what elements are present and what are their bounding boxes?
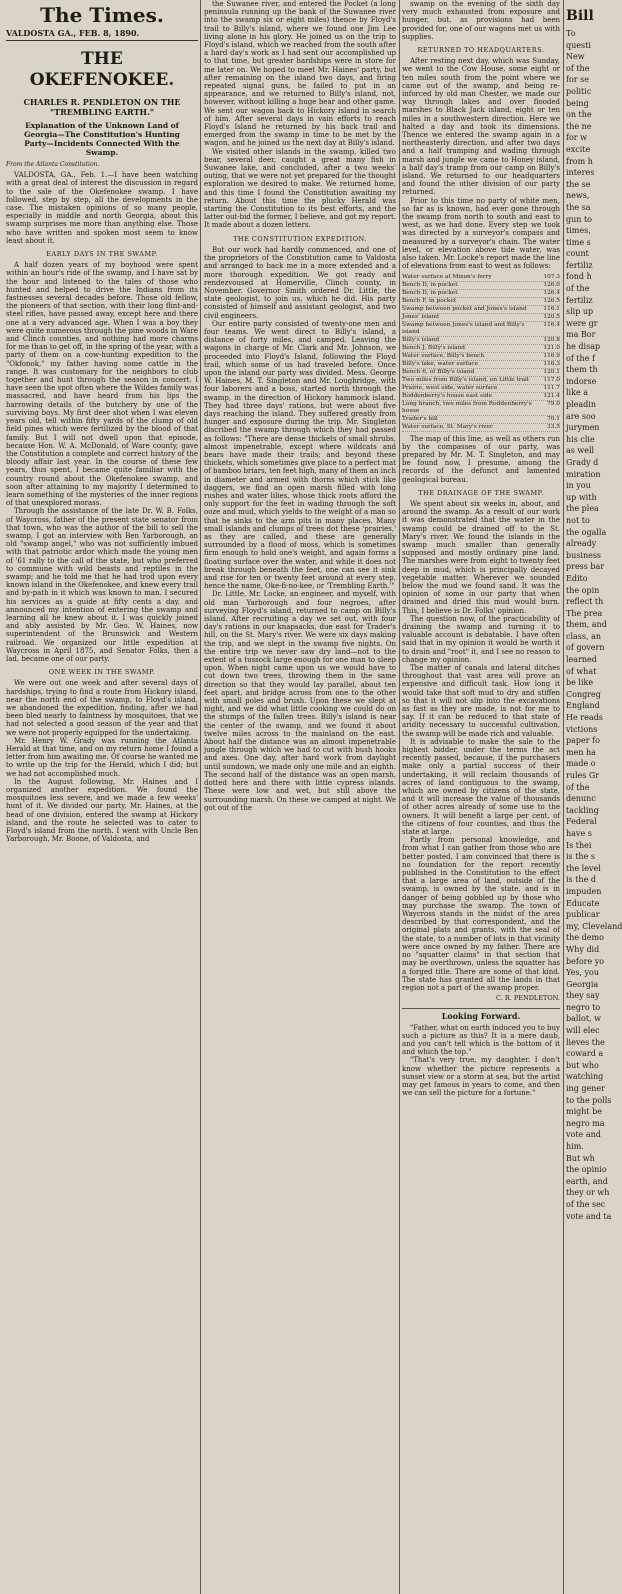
- cropped-line: Yes, you: [566, 968, 599, 978]
- paragraph: Mr. Henry W. Grady was running the Atlanta Herald at that time, and on my return home I found a letter from him awaiting me. Of course he wanted me to write up the trip for the Herald, which I did; but we had not accomplished much.: [6, 736, 198, 778]
- paragraph: "That's very true, my daughter. I don't know whether the picture represents a sunset view or a storm at sea, but the artist may get famous in years to come, and then we can sell the picture for a fortune.": [402, 1056, 560, 1098]
- cropped-line: is the d: [566, 875, 596, 885]
- cropped-line: of govern: [566, 643, 605, 653]
- cropped-line: miration: [566, 469, 601, 479]
- cropped-line: to the polls: [566, 1095, 612, 1105]
- cropped-line: politic: [566, 86, 592, 96]
- cropped-line: they or wh: [566, 1188, 610, 1198]
- elevation-label: Bench 6, of Billy's island: [402, 368, 475, 375]
- elevation-label: Billy's lake, water surface: [402, 360, 478, 367]
- cropped-line: for se: [566, 75, 589, 85]
- elevation-value: 126.5: [543, 297, 560, 304]
- cropped-line: have s: [566, 828, 592, 838]
- cropped-line: the sa: [566, 202, 591, 212]
- cropped-line: ma Bor: [566, 330, 596, 340]
- cropped-line: for w: [566, 133, 587, 143]
- cropped-line: coward a: [566, 1049, 604, 1059]
- cropped-line: on the: [566, 110, 592, 120]
- elevation-value: 120.1: [543, 368, 560, 375]
- cropped-line: impuden: [566, 886, 602, 896]
- cropped-line: jurymen: [566, 423, 600, 433]
- cropped-line: men ha: [566, 747, 596, 757]
- elevation-value: 116.9: [543, 352, 560, 359]
- article-source: From the Atlanta Constitution.: [6, 161, 100, 168]
- cropped-line: ing gener: [566, 1084, 605, 1094]
- paragraph: It is advisable to make the sale to the highest bidder, under the terms the act recently passed, because, if the purchasers make only a partial success of their undertaking, it will reclaim thousands of acres of land contiguous to the swamp, which are owned by citizens of the state, and it will increase the value of thousands of other acres already of some use to the owners. It will benefit a large per cent. of the citizens of four counties, and thus the state at large.: [402, 737, 560, 837]
- cropped-line: interes: [566, 168, 595, 178]
- elevation-label: Two miles from Billy's island, on Little trail: [402, 376, 529, 383]
- paragraph: Dr. Little, Mr. Locke, an engineer, and myself, with old man Yarborough and four negroes, after surveying Floyd's island, returned to camp on Billy's island. After recruiting a day we set out, with four day's rations in our knapsacks, due east for Trader's hill, on the St. Mary's river. We were six days making the trip, and we slept in the swamp five nights. On the entire trip we never saw dry land—not to the extent of a tussock large enough for one man to sleep upon. When night came upon us we would have to cut down two trees, throwing them in the same direction so that they would lay parallel, about ten feet apart, and bridge across from one to the other with small poles and brush. Upon these we slept at night, and we did what little cooking we could do on the stumps of the fallen trees. Billy's island is near the center of the swamp, and we found it about twelve miles across to the mainland on the east. About half the distance was an almost impenetrable jungle through which we had to cut with bush hooks and axes. One day, after hard work from daylight until sundown, we made only one mile and an eighth. The second half of the distance was an open marsh, dotted here and there with little cypress islands. These were low and wet, but still above the surrounding marsh. On these we camped at night. We got out of the: [204, 590, 396, 812]
- cropped-headline: Bill: [566, 8, 594, 24]
- column-rule: [399, 0, 400, 1594]
- paragraph: swamp on the evening of the sixth day very much exhausted from exposure and hunger, but, as provisions had been provided for, one of our wagons met us with supplies.: [402, 0, 560, 41]
- cropped-line: news,: [566, 191, 590, 201]
- cropped-line: negro to: [566, 1002, 601, 1012]
- cropped-line: rules Gr: [566, 771, 600, 780]
- signature: C. R. PENDLETON.: [496, 994, 560, 1003]
- cropped-line: were gr: [566, 318, 598, 328]
- cropped-line: publicar: [566, 910, 600, 920]
- cropped-line: Federal: [566, 817, 597, 827]
- paragraph: Prior to this time no party of white men, so far as is known, had ever gone through the swamp from north to south and east to west, as we had done. Every step we took was directed by a surveyor's compass and measured by a surveyor's chain. The water level, or elevation above tide water, was also taken. Mr. Locke's report made the line of elevations from east to west as follows:: [402, 196, 560, 271]
- elevation-row: [402, 306, 560, 314]
- elevation-value: 111.7: [543, 384, 560, 391]
- cropped-line: fertiliz: [566, 295, 593, 305]
- elevation-value: 117.0: [543, 376, 560, 383]
- cropped-line: but who: [566, 1060, 599, 1070]
- section-heading: RETURNED TO HEADQUARTERS.: [417, 46, 545, 55]
- cropped-line: is the s: [566, 852, 595, 862]
- elevation-label: Water surface, Billy's bench: [402, 352, 485, 359]
- elevation-value: 121.0: [543, 344, 560, 351]
- paragraph: the Suwanee river, and entered the Pocket (a long peninsula running up the bank of the Suwanee river into the swamp six or eight miles) thence by Floyd's trail to Billy's island, where we found one Jim Lee living alone in his glory. He joined us on the trip to Floyd's island, which we reached from the south after a hard day's work as I had sent our accomplished up to that time, but greater hardships were in store for me later on. We hoped to meet Mr. Haines' party, but after remaining on the island two days, and firing repeated signal guns, he failed to put in an appearance, and we returned to Billy's island, not, however, without killing a huge bear and other game. We sent our wagon back to Hickory island in search of him. After several days in vain efforts to reach Floyd's Island he returned by his back trail and emerged from the swamp in time to be met by the wagon, and he joined us the next day at Billy's island.: [204, 0, 396, 148]
- elevation-label: Bench D, in pocket: [402, 289, 458, 296]
- section-heading: ONE WEEK IN THE SWAMP.: [48, 668, 156, 677]
- elevation-value: 70.1: [547, 415, 560, 422]
- cropped-line: of the f: [566, 353, 595, 363]
- cropped-line: fond h: [566, 272, 592, 282]
- elevation-label: Prairie, west side, water surface: [402, 384, 498, 391]
- cropped-line: his clie: [566, 434, 595, 444]
- elevation-label: Swamp between Jones's island and Billy's island: [402, 321, 525, 335]
- elevation-label: Water surface at Mixon's ferry: [402, 273, 492, 280]
- elevation-value: 121.4: [543, 392, 560, 399]
- elevation-label: Jones' island: [402, 313, 439, 320]
- elevation-label: Bench J, Billy's island: [402, 344, 466, 351]
- elevation-value: 126.0: [543, 281, 560, 288]
- cropped-line: learned: [566, 655, 597, 665]
- cropped-line: the se: [566, 179, 591, 189]
- section-heading: THE CONSTITUTION EXPEDITION.: [233, 234, 367, 243]
- paragraph: In the August following, Mr. Haines and I organized another expedition. We found the mosquitoes less severe, and we made a few weeks' hunt of it. We divided our party, Mr. Haines, at the head of one division, entered the swamp at Hickory island, and the route he selected was to cater to Floyd's island from the north. I went with Uncle Ben Yarborough, Mr. Boone, of Valdosta, and: [6, 777, 198, 844]
- cropped-line: Edito: [566, 573, 588, 583]
- paragraph: VALDOSTA, GA., Feb. 1.—I have been watching with a great deal of interest the discussion in regard to the sale of the Okefenokee swamp. I have followed, step by step, all the developments in the case. The mistaken opinions of so many people, especially in middle and north Georgia, about this swamp surprises me more than anything else. Those who have written and spoken most seem to know least about it.: [6, 171, 198, 245]
- elevation-label: Bench D, in pocket: [402, 281, 458, 288]
- cropped-line: up with: [566, 492, 597, 502]
- cropped-line: will elec: [566, 1026, 600, 1036]
- elevation-label: Bench F, in pocket: [402, 297, 457, 304]
- cropped-line: pleadin: [566, 400, 597, 409]
- paragraph: We visited other islands in the swamp, killed two bear, several deer, caught a great many fish in Suwanee lake, and concluded, after a two weeks' outing, that we were not yet prepared for the thought exploration we desired to make. We returned home, and this time I found the Constitution awaiting my return. About this time the plucky Herald was starting the Constitution to its best efforts, and the latter out-bid the former, I believe, and got my report. It made about a dozen letters.: [204, 147, 397, 230]
- cropped-line: press bar: [566, 562, 605, 572]
- cropped-line: as well: [566, 446, 595, 456]
- paragraph: The matter of canals and lateral ditches throughout that vast area will prove an expensive and difficult task. How long it would take that soft mud to dry and stiffen so that it will not slip into the excavations as fast as they are made, is not for me to say. If it can be reduced to that state of aridity necessary to successful cultivation, the swamp will be made rich and valuable.: [402, 663, 560, 738]
- elevation-value: 116.1: [543, 305, 560, 312]
- elevation-row: [402, 322, 560, 337]
- cropped-lines: [566, 28, 622, 1222]
- cropped-line: questi: [566, 40, 591, 50]
- article-deck: CHARLES R. PENDLETON ON THE "TREMBLING EARTH.": [23, 97, 181, 117]
- paragraph: The question now, of the practicability of draining the swamp and turning it to valuable account is debatable. I have often said that in my opinion it would be worth it to drain and "root" it, and I see no reason to change my opinion.: [402, 614, 560, 664]
- cropped-line: the ogalla: [566, 527, 607, 537]
- elevation-value: 120.5: [543, 313, 560, 320]
- elevation-row: [402, 337, 560, 345]
- elevation-row: [402, 298, 560, 306]
- cropped-line: him.: [566, 1142, 584, 1151]
- cropped-line: be like: [566, 678, 594, 688]
- elevation-label: Long branch, two miles from Roddenberry's house: [402, 400, 532, 414]
- cropped-line: of the: [566, 284, 590, 294]
- cropped-line: before yo: [566, 956, 605, 966]
- dateline: [6, 28, 198, 41]
- elevation-label: Water surface, St. Mary's river: [402, 423, 493, 430]
- elevation-row: [402, 345, 560, 353]
- elevation-row: [402, 393, 560, 401]
- paragraph: Partly from personal knowledge, and from what I can gather from those who are better posted, I am convinced that there is no foundation for the report recently published in the Constitution to the effect that a large area of land, outside of the swamp, is owned by the state, and is in danger of being gobbled up by those who may purchase the swamp. The town of Waycross stands in the midst of the area described by that correspondent, and the original plats and grants, with the seal of the state, to a number of lots in that vicinity were once owned by my father. There are no "squatter claims" in that section that may be overthrown, unless the squatter has a forged title. There are some of that kind. The state has granted all the lands in that region not a part of the swamp proper.: [402, 836, 560, 992]
- cropped-line: To: [566, 29, 576, 38]
- cropped-line: fertiliz: [566, 260, 593, 270]
- cropped-line: Educate: [566, 898, 600, 908]
- column-rule: [200, 0, 201, 1594]
- cropped-line: them th: [566, 365, 598, 375]
- cropped-line: indorse: [566, 376, 597, 386]
- elevation-label: Swamp between pocket and Jones's island: [402, 305, 527, 312]
- section-heading: EARLY DAYS IN THE SWAMP.: [46, 250, 158, 259]
- elevation-value: 116.4: [543, 321, 560, 328]
- elevation-row: [402, 401, 560, 416]
- cropped-line: Why did: [566, 944, 600, 954]
- cropped-line: the opin: [566, 585, 600, 595]
- cropped-line: from h: [566, 156, 593, 166]
- elevation-row: [402, 282, 560, 290]
- paragraph: A half dozen years of my boyhood were spent within an hour's ride of the swamp, and I have sat by the hour and listened to the tales of those who hunted and helped to drive the Indians from its fastnesses several decades before. Those old fellow, the pioneers of that section, with their long flint-and-steel rifles, have passed away, except here and there one at a very advanced age. When I was a boy they were quite numerous through the pine woods in Ware and Clinch counties, and nothing had more charms for me than to get off, in the spring of the year, with a party of them on a cow-hunting expedition to the "Okfonok," my father having some cattle in the range. It was customary for the neighbors to club together and hunt through the season in concert. I have seen the spot often where the Wildes family was massacred, and have heard from his lips the harrowing details of the butchery by one of the surviving boys. My first deer shot when I was eleven years old, tell within fifty yards of the clump of old field pines which were fertilized by the blood of that family. But I will not dwell upon that episode, because Hon. W. A. McDonald, of Ware county, gave the Constitution a complete and correct history of the bloody affair last year. In the course of these few years, thus spent, I became quite familiar with the country round about the Okefenokee swamp, and soon after attaining to my majority I determined to learn something of the mysteries of the inner regions of that unexplored morass.: [6, 261, 198, 508]
- paragraph: Our entire party consisted of twenty-one men and four teams. We went direct to Billy's island, a distance of forty miles, and camped. Leaving the wagons in charge of Mr. Clark and Mr. Johnson, we proceeded into Floyd's Island, following the Floyd trail, which some of us had traveled before. Once upon the island our party was divided. Mess. George W. Haines, M. T. Singleton and Mr. Loughridge, with four laborers and a boss, started north through the swamp, in the direction of Hickory hammock island. They had three days' rations, but were about five days reaching the island. They suffered greatly from hunger and exposure during the trip. Mr. Singleton discribed the swamp through which they had passed as follows: "There are dense thickets of small shrubs, almost impenetrable, except where wildcats and bears have made their trails; and beyond these thickets, which sometimes give place to a perfect mat of bamboo briars, ten feet high, many of them an inch in diameter and armed with thorns which stick like daggers, we find an open marsh filled with long rushes and water lilies, whose thick roots afford the only support for the feet in wading through the soft ooze and mud, which yields to the weight of a man so that he sinks to the arm pits in many places. Many small islands and clumps of trees dot these 'prairies,' as they are called, and these are generally surrounded by a flood of moss, which is sometimes firm enough to hold one's weight, and again forms a floating surface over the water, and while it does not break through beneath the feet, one can see it sink and rise for ten or twenty feet around at every step, hence the name, Oke-fi-no-kee, or 'Trembling Earth.'": [204, 319, 396, 591]
- cropped-line: them, and: [566, 620, 607, 630]
- elevation-row: [402, 377, 560, 385]
- cropped-line: count: [566, 249, 589, 259]
- elevation-value: 33.5: [547, 423, 560, 430]
- cropped-line: he disap: [566, 342, 601, 352]
- cropped-line: of the sec: [566, 1199, 606, 1209]
- elevation-row: [402, 353, 560, 361]
- elevation-table: [402, 274, 560, 432]
- cropped-line: the ne: [566, 121, 592, 131]
- elevation-row: [402, 314, 560, 322]
- elevation-label: Roddenberry's house east side: [402, 392, 493, 399]
- cropped-line: of the: [566, 63, 590, 73]
- cropped-line: ballot, w: [566, 1014, 601, 1024]
- cropped-line: reflect th: [566, 597, 604, 607]
- cropped-line: like a: [566, 388, 589, 398]
- paragraph: The map of this line, as well as others run by the compasses of our party, was prepared by Mr. M. T. Singleton, and may be found now, I presume, among the records of the defunct and lamented geological bureau.: [402, 434, 560, 484]
- cropped-line: negro ma: [566, 1118, 605, 1128]
- cropped-line: Georgia: [566, 979, 599, 989]
- elevation-row: [402, 385, 560, 393]
- cropped-line: the plea: [566, 504, 599, 514]
- paragraph: Through the assistance of the late Dr. W. B. Folks, of Waycross, father of the present state senator from that town, who was the author of the bill to sell the swamp, I got an interview with Ben Yarborough, an old "swamp angel," who was not sufficiently imbued with that patriotic ardor which made the young men of '61 rally to the call of the state, but who preferred to commune with wild beasts and reptiles in the swamp; and he told me that he had trod upon every known island in the Okefenokee, and knew every trail and by-path in it which was known to man. I secured his services as a guide at fifty cents a day, and announced my intention of entering the swamp and learning all he knew about it. I was quickly joined and ably assisted by Mr. Geo. W. Haines, now superintendent of the Brunswick and Western railroad. We organized our little expedition at Waycross in April 1875, and Senator Folks, then a lad, became one of our party.: [6, 507, 198, 663]
- elevation-label: Billy's island: [402, 336, 440, 343]
- article-subdeck: Explanation of the Unknown Land of Georgia—The Constitution's Hunting Party—Incidents Connected With the Swamp.: [24, 121, 180, 157]
- masthead: The Times.: [40, 3, 164, 27]
- paragraph: "Father, what on earth induced you to buy such a picture as this? It is a mere daub, and you can't tell which is the bottom of it and which the top.": [402, 1023, 560, 1057]
- cropped-line: victions: [566, 724, 598, 734]
- column-1: [6, 0, 198, 1594]
- elevation-value: 79.0: [547, 400, 560, 407]
- cropped-line: the opinio: [566, 1165, 607, 1175]
- cropped-line: in you: [566, 481, 591, 491]
- paragraph: But our work had hardly commenced, and one of the proprietors of the Constitution came to Valdosta and arranged to back me in a more extended and a more thorough expedition. We got ready and rendezvoused at Homerville, Clinch county, in November. Governor Smith ordered Dr. Little, the state geologist, to join us, which he did. His party consisted of himself and assistant geologist, and two civil engineers.: [204, 245, 396, 320]
- cropped-line: gun to: [566, 214, 592, 224]
- article-headline: THE OKEFENOKEE.: [29, 49, 175, 90]
- elevation-value: 120.8: [543, 336, 560, 343]
- elevation-row: [402, 274, 560, 282]
- cropped-line: times,: [566, 226, 591, 236]
- cropped-line: slip up: [566, 307, 594, 317]
- cropped-line: vote and ta: [566, 1211, 612, 1221]
- cropped-line: New: [566, 52, 585, 62]
- elevation-row: [402, 290, 560, 298]
- cropped-line: vote and: [566, 1130, 601, 1140]
- cropped-line: The prea: [566, 608, 603, 618]
- cropped-line: my, Cleveland: [566, 921, 622, 931]
- section-heading: Looking Forward.: [402, 1008, 560, 1020]
- paragraph: We spent about six weeks in, about, and around the swamp. As a result of our work it was demonstrated that the water in the swamp could be drained off to the St. Mary's river. We found the islands in the swamp much smaller than generally supposed and mostly ordinary pine land. The marshes were from eight to twenty feet deep in mud, which is principally decayed vegetable matter. Wherever we sounded below the mud we found sand. It was the opinion of some in our party that when drained and dried this mud would burn. This, I believe is Dr. Folks' opinion.: [402, 499, 560, 615]
- cropped-line: made o: [566, 759, 596, 769]
- cropped-line: business: [566, 550, 602, 560]
- elevation-value: 116.3: [543, 360, 560, 367]
- cropped-line: being: [566, 98, 589, 108]
- cropped-line: denunc: [566, 794, 596, 804]
- column-3: [402, 0, 560, 1594]
- cropped-line: of what: [566, 666, 597, 676]
- elevation-label: Trader's hill: [402, 415, 438, 422]
- cropped-line: already: [566, 539, 597, 549]
- cropped-line: time s: [566, 237, 591, 247]
- column-2: [204, 0, 396, 1594]
- section-heading: THE DRAINAGE OF THE SWAMP.: [418, 488, 544, 497]
- elevation-row: [402, 416, 560, 424]
- column-rule: [563, 0, 564, 1594]
- paragraph: After resting next day, which was Sunday, we went to the Cow House, some eight or ten miles south from the point where we came out of the swamp, and being re-inforced by old man Chester, we made our way through lakes and over flooded marshes to Black Jack island, eight or ten miles in a southwestern direction. Here we halted a day and took its dimensions. Thence we entered the swamp again in a northeasterly direction, and after two days and a half tramping and wading through marsh and jungle we came to Honey island, a half day's tramp from our camp on Billy's island. We returned to our headquarters and found the other division of our party returned.: [402, 57, 560, 197]
- cropped-line: tackling: [566, 805, 599, 815]
- cropped-line: Grady d: [566, 457, 599, 467]
- column-4-cropped: [566, 0, 622, 1594]
- cropped-line: not to: [566, 515, 590, 525]
- cropped-line: might be: [566, 1107, 603, 1117]
- cropped-line: watching: [566, 1072, 604, 1082]
- cropped-line: are soo: [566, 411, 596, 421]
- cropped-line: excite: [566, 144, 591, 154]
- elevation-row: [402, 369, 560, 377]
- cropped-line: the level: [566, 863, 601, 873]
- cropped-line: Is thei: [566, 840, 592, 850]
- cropped-line: they say: [566, 991, 600, 1001]
- cropped-line: Congreg: [566, 689, 601, 699]
- dateline-place: VALDOSTA GA., FEB. 8, 1890.: [6, 28, 140, 38]
- paragraph: We were out one week and after several days of hardships, trying to find a route from Hickory island, near the north end of the swamp, to Floyd's island, we abandoned the expedition, finding, after we had been bled nearly to faintness by mosquitoes, that we had not selected a good season of the year and that we were not properly equipped for the undertaking.: [6, 679, 198, 737]
- cropped-line: of the: [566, 782, 590, 792]
- elevation-row: [402, 424, 560, 432]
- elevation-row: [402, 361, 560, 369]
- cropped-line: earth, and: [566, 1176, 608, 1186]
- cropped-line: England: [566, 701, 600, 711]
- cropped-line: the demo: [566, 933, 604, 943]
- elevation-value: 126.4: [543, 289, 560, 296]
- cropped-line: class, an: [566, 631, 602, 641]
- cropped-line: paper fo: [566, 736, 600, 746]
- cropped-line: lieves the: [566, 1037, 605, 1047]
- cropped-line: He reads: [566, 713, 603, 723]
- cropped-line: But wh: [566, 1153, 595, 1163]
- elevation-value: 107.3: [543, 273, 560, 280]
